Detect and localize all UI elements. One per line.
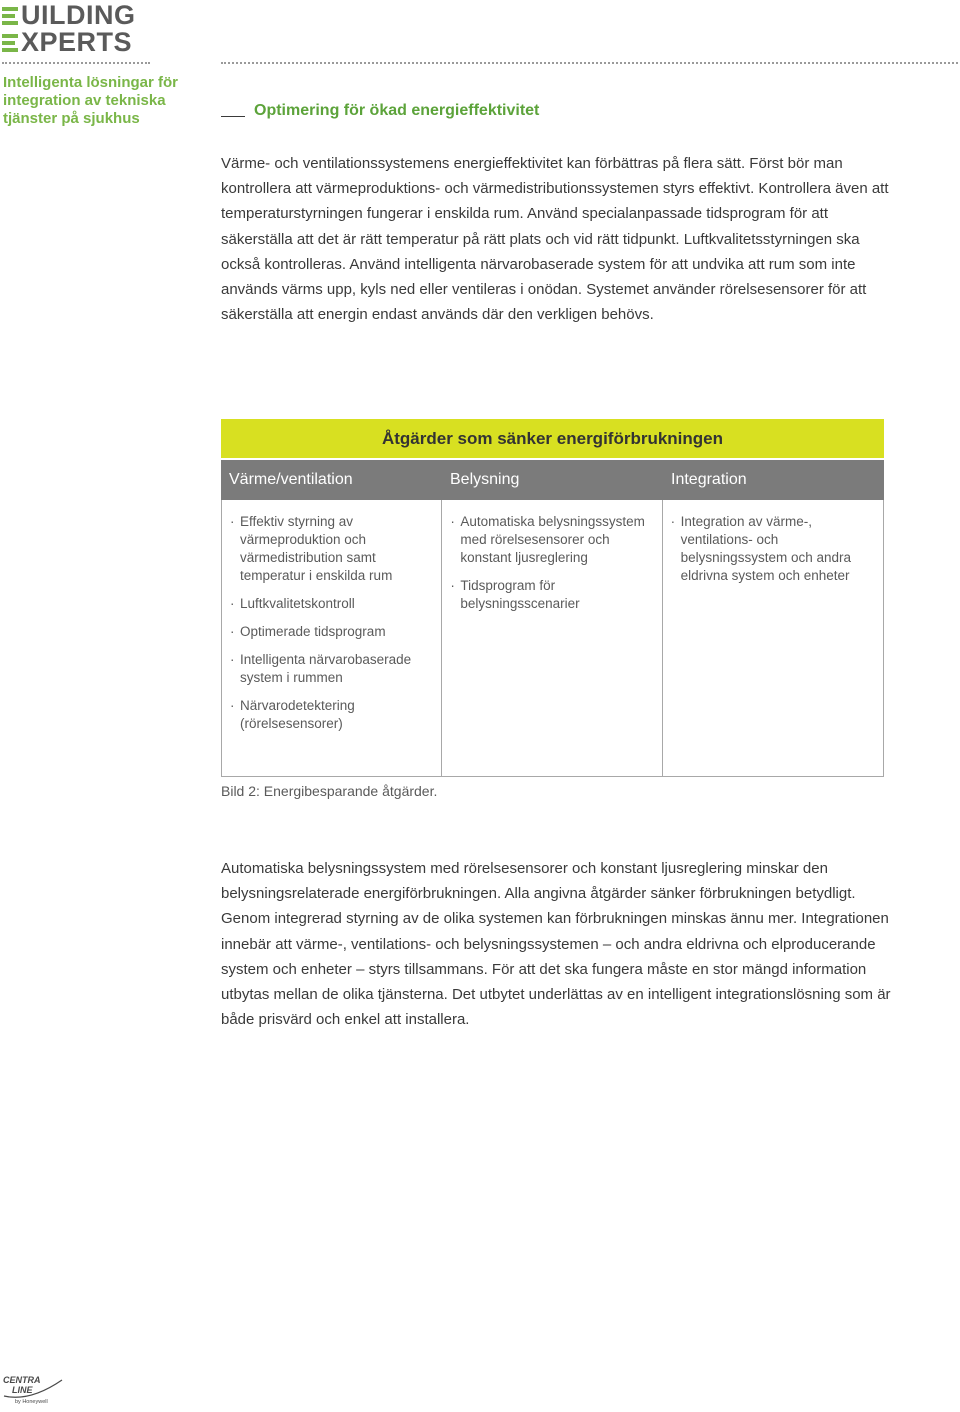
list-item: · Integration av värme-, ventilations- och belysningssystem och andra eldrivna system och enheter [670, 514, 851, 583]
section-title: Optimering för ökad energieffektivitet [254, 102, 540, 119]
measures-table [221, 419, 884, 777]
list-item: · Närvarodetektering (rörelsesensorer) [230, 698, 355, 731]
logo-line-building [2, 2, 162, 29]
list-item: · Automatiska belysningssystem med rörelsesensorer och konstant ljusreglering [450, 514, 645, 565]
logo-b-glyph-icon [2, 5, 20, 27]
list-item: · Effektiv styrning av värmeproduktion och värmedistribution samt temperatur i enskilda rum [230, 514, 393, 583]
list-item: · Intelligenta närvarobaserade system i rummen [230, 652, 412, 685]
section-title-rule [221, 116, 245, 117]
list-item: · Luftkvalitetskontroll [230, 596, 355, 611]
figure-caption: Bild 2: Energibesparande åtgärder. [221, 783, 438, 799]
logo-e-glyph-icon [2, 32, 20, 54]
column-header-lighting: Belysning [450, 471, 520, 488]
measures-table-header-row [221, 460, 884, 500]
column-integration [663, 500, 883, 776]
column-header-integration: Integration [671, 471, 747, 488]
logo-text-experts: XPERTS [21, 27, 133, 57]
building-experts-logo [2, 2, 162, 58]
list-item: · Optimerade tidsprogram [230, 624, 386, 639]
column-lighting [442, 500, 662, 776]
intro-paragraph: Värme- och ventilationssystemens energieffektivitet kan förbättras på flera sätt. Först bör man kontrollera att värmeproduktions- och värmedistributionssystemen styrs effektivt. Kontrollera även att temperaturstyrningen fungerar i enskilda rum. Använd specialanpassade tidsprogram för att säkerställa att det är rätt temperatur på rätt plats och vid rätt tidpunkt. Luftkvalitetsstyrningen ska också kontrolleras. Använd intelligenta närvarobaserade system för att undvika att rum som inte används värms upp, kyls ned eller ventileras i onödan. Systemet använder rörelsesensorer för att säkerställa att energin endast används där den verkligen behövs. [221, 155, 889, 324]
header-dotted-rule-left [2, 62, 150, 64]
column-header-heating-ventilation: Värme/ventilation [229, 471, 353, 488]
centraline-honeywell-logo [2, 1372, 66, 1408]
logo-text-building: UILDING [21, 0, 136, 30]
svg-text:LINE: LINE [12, 1385, 33, 1395]
svg-text:CENTRA: CENTRA [3, 1375, 41, 1385]
logo-line-experts [2, 29, 162, 56]
list-item: · Tidsprogram för belysningsscenarier [450, 578, 580, 611]
header-dotted-rule-right [221, 62, 958, 64]
svg-text:by Honeywell: by Honeywell [15, 1399, 48, 1405]
measures-table-body [221, 500, 884, 777]
column-heating-ventilation [222, 500, 442, 776]
sidebar-title: Intelligenta lösningar för integration av tekniska tjänster på sjukhus [3, 74, 179, 127]
measures-table-title: Åtgärder som sänker energiförbrukningen [221, 419, 884, 460]
body-paragraph: Automatiska belysningssystem med rörelsesensorer och konstant ljusreglering minskar den belysningsrelaterade energiförbrukningen. Alla angivna åtgärder sänker förbrukningen betydligt. Genom integrerad styrning av de olika systemen kan förbrukningen minskas ännu mer. Integrationen innebär att värme-, ventilations- och belysningssystemen – och andra eldrivna och elproducerande system och enheter – styrs tillsammans. För att det ska fungera måste en stor mängd information utbytas mellan de olika tjänsterna. Det utbytet underlättas av en intelligent integrationslösning som är både prisvärd och enkel att installera. [221, 860, 891, 1029]
